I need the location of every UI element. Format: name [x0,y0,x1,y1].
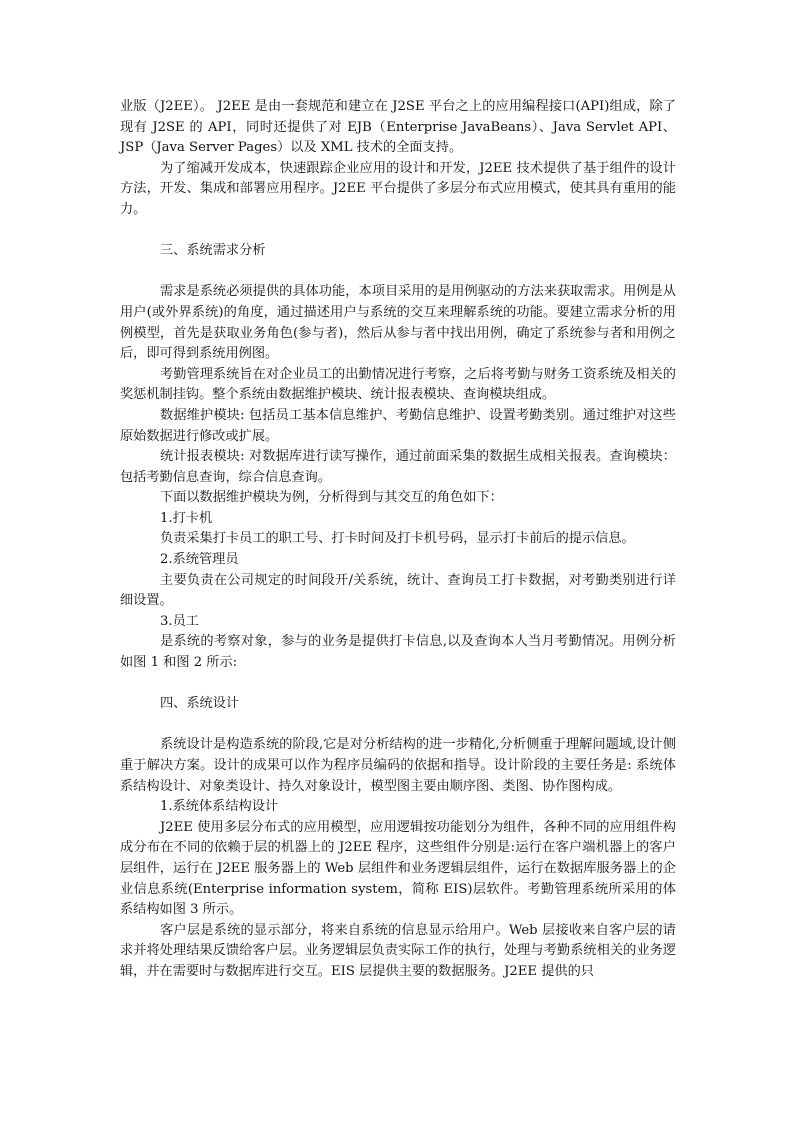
paragraph: 系统设计是构造系统的阶段,它是对分析结构的进一步精化,分析侧重于理解问题域,设计侧重于解决方案。设计的成果可以作为程序员编码的依据和指导。设计阶段的主要任务是: 系统体系结构设计、对象类设计、持久对象设计，模型图主要由顺序图、类图、协作图构成。 [120,737,676,794]
spacer [120,674,676,695]
paragraph: 数据维护模块: 包括员工基本信息维护、考勤信息维护、设置考勤类别。通过维护对这些原始数据进行修改或扩展。 [120,407,676,444]
section-heading-3: 三、系统需求分析 [160,243,266,259]
paragraph: 业版（J2EE）。 J2EE 是由一套规范和建立在 J2SE 平台之上的应用编程接口(API)组成，除了现有 J2SE 的 API，同时还提供了对 EJB（Enterprise JavaBeans）、Java Servlet API、JSP（Java Server Pages）以及 XML 技术的全面支持。 [120,99,676,156]
paragraph: 统计报表模块: 对数据库进行读写操作，通过前面采集的数据生成相关报表。查询模块：包括考勤信息查询，综合信息查询。 [120,449,676,485]
paragraph: 负责采集打卡员工的职工号、打卡时间及打卡机号码，显示打卡前后的提示信息。 [160,531,635,547]
document-body [120,97,676,983]
spacer [120,221,676,242]
list-item-heading: 2.系统管理员 [160,552,239,568]
paragraph: 下面以数据维护模块为例，分析得到与其交互的角色如下： [160,490,503,506]
paragraph: 客户层是系统的显示部分，将来自系统的信息显示给用户。Web 层接收来自客户层的请求并将处理结果反馈给客户层。业务逻辑层负责实际工作的执行，处理与考勤系统相关的业务逻辑，并在需要时与数据库进行交互。EIS 层提供主要的数据服务。J2EE 提供的只 [120,922,676,979]
section-heading-4: 四、系统设计 [160,696,240,712]
subsection-heading: 1.系统体系结构设计 [160,799,279,815]
paragraph: 主要负责在公司规定的时间段开/关系统，统计、查询员工打卡数据，对考勤类别进行详细设置。 [120,572,676,609]
spacer [120,715,676,736]
paragraph: J2EE 使用多层分布式的应用模型，应用逻辑按功能划分为组件，各种不同的应用组件构成分布在不同的依赖于层的机器上的 J2EE 程序，这些组件分别是:运行在客户端机器上的客户层组件，运行在 J2EE 服务器上的 Web 层组件和业务逻辑层组件，运行在数据库服务器上的企业信息系统(Enterprise information system，简称 EIS)层软件。考勤管理系统所采用的体系结构如图 3 所示。 [120,819,676,918]
paragraph: 是系统的考察对象，参与的业务是提供打卡信息,以及查询本人当月考勤情况。用例分析如图 1 和图 2 所示: [120,634,676,671]
list-item-heading: 3.员工 [160,613,199,629]
paragraph: 考勤管理系统旨在对企业员工的出勤情况进行考察，之后将考勤与财务工资系统及相关的奖惩机制挂钩。整个系统由数据维护模块、统计报表模块、查询模块组成。 [120,366,676,403]
paragraph: 需求是系统必须提供的具体功能，本项目采用的是用例驱动的方法来获取需求。用例是从用户(或外界系统)的角度，通过描述用户与系统的交互来理解系统的功能。要建立需求分析的用例模型，首先是获取业务角色(参与者)，然后从参与者中找出用例，确定了系统参与者和用例之后，即可得到系统用例图。 [120,284,676,362]
spacer [120,262,676,283]
paragraph: 为了缩减开发成本，快速跟踪企业应用的设计和开发，J2EE 技术提供了基于组件的设计方法，开发、集成和部署应用程序。J2EE 平台提供了多层分布式应用模式，使其具有重用的能力。 [120,160,676,217]
list-item-heading: 1.打卡机 [160,510,213,526]
